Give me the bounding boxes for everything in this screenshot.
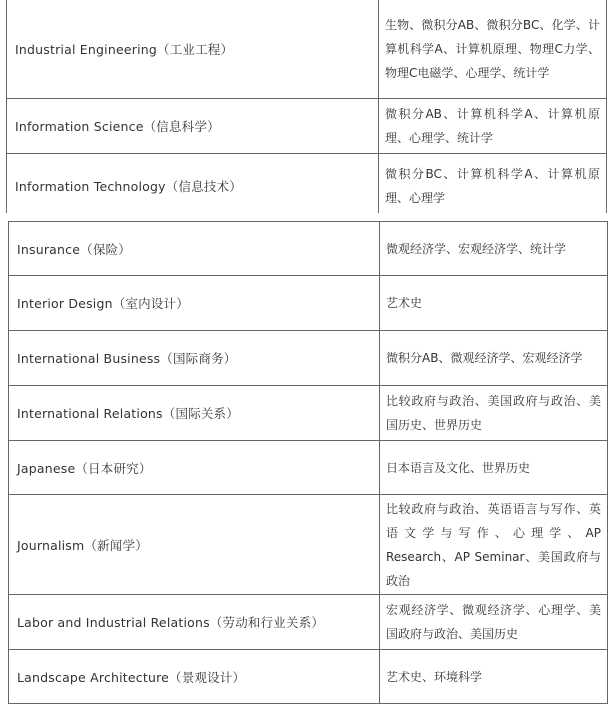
major-name: Interior Design（室内设计） — [9, 276, 380, 331]
table-row — [7, 154, 607, 218]
table-row — [9, 595, 608, 650]
image-seam — [0, 213, 615, 221]
ap-courses: 微积分AB、微观经济学、宏观经济学 — [380, 331, 608, 386]
table-row — [9, 495, 608, 595]
major-name: Insurance（保险） — [9, 222, 380, 276]
ap-courses: 生物、微积分AB、微积分BC、化学、计算机科学A、计算机原理、物理C力学、物理C电磁学、心理学、统计学 — [379, 0, 607, 99]
ap-courses: 比较政府与政治、美国政府与政治、美国历史、世界历史 — [380, 386, 608, 441]
major-name: International Business（国际商务） — [9, 331, 380, 386]
ap-courses: 微积分BC、计算机科学A、计算机原理、心理学 — [379, 154, 607, 218]
major-name: Information Technology（信息技术） — [7, 154, 379, 218]
major-name: Journalism（新闻学） — [9, 495, 380, 595]
major-name: Labor and Industrial Relations（劳动和行业关系） — [9, 595, 380, 650]
ap-courses: 艺术史 — [380, 276, 608, 331]
ap-courses: 比较政府与政治、英语语言与写作、英语文学与写作、心理学、AP Research、AP Seminar、美国政府与政治 — [380, 495, 608, 595]
ap-courses: 日本语言及文化、世界历史 — [380, 441, 608, 495]
ap-courses: 微观经济学、宏观经济学、统计学 — [380, 222, 608, 276]
table-row — [9, 386, 608, 441]
table-row — [9, 441, 608, 495]
major-table-top — [6, 0, 607, 218]
ap-courses: 艺术史、环境科学 — [380, 650, 608, 704]
major-name: Information Science（信息科学） — [7, 99, 379, 154]
table-row — [9, 650, 608, 704]
major-name: International Relations（国际关系） — [9, 386, 380, 441]
major-name: Landscape Architecture（景观设计） — [9, 650, 380, 704]
ap-courses: 微积分AB、计算机科学A、计算机原理、心理学、统计学 — [379, 99, 607, 154]
major-name: Japanese（日本研究） — [9, 441, 380, 495]
table-row — [7, 0, 607, 99]
major-name: Industrial Engineering（工业工程） — [7, 0, 379, 99]
table-row — [9, 331, 608, 386]
table-row — [7, 99, 607, 154]
ap-courses: 宏观经济学、微观经济学、心理学、美国政府与政治、美国历史 — [380, 595, 608, 650]
table-row — [9, 222, 608, 276]
major-table-bottom — [8, 221, 608, 704]
table-row — [9, 276, 608, 331]
